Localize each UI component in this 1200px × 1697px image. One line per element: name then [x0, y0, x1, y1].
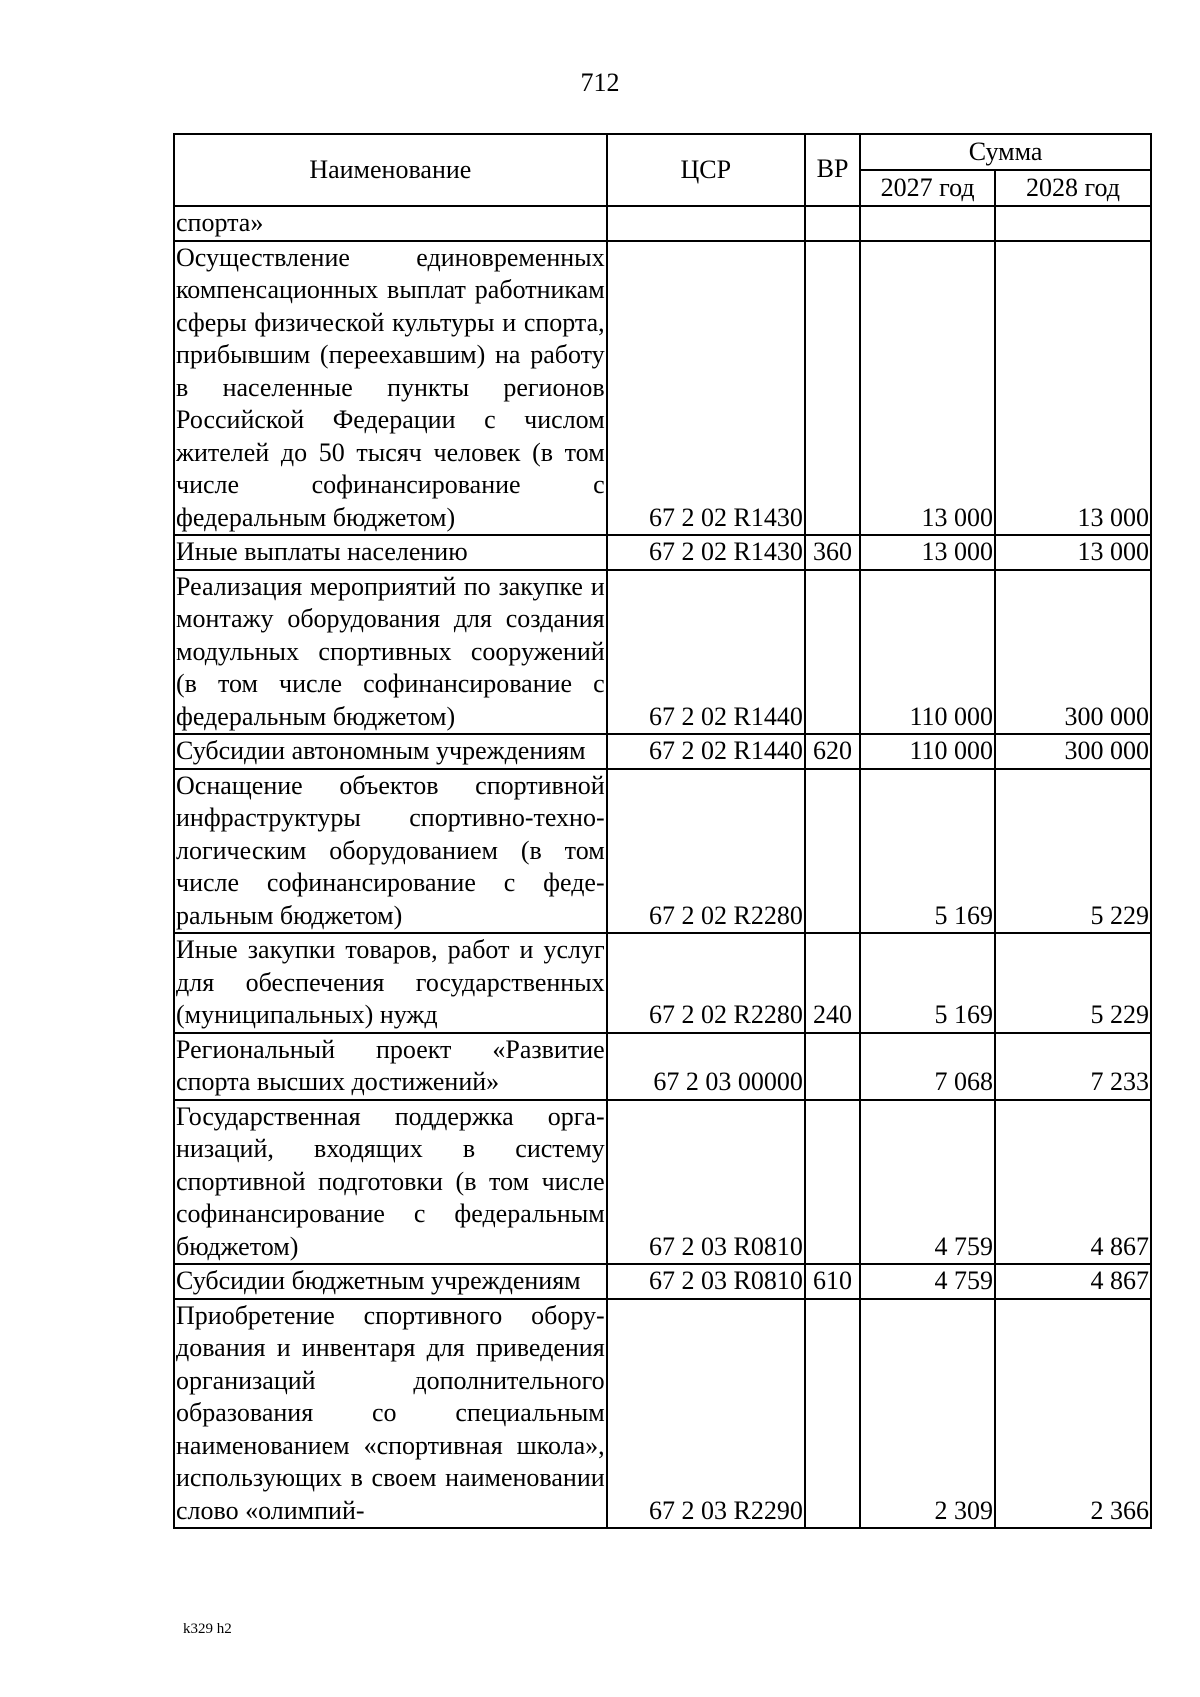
row-amount-2028: 5 229: [995, 933, 1151, 1033]
header-sum: Сумма: [860, 134, 1151, 170]
table-body: [174, 206, 1151, 1528]
row-csr-cell: 67 2 02 R1430: [607, 241, 805, 536]
table-row: [174, 1299, 1151, 1529]
row-name-cell: Оснащение объектов спортивной инфраструктуры спортивно-технологическим оборудованием (в том числе софинансирование с федеральным бюджетом): [174, 769, 607, 934]
row-name-cell: Региональный проект «Развитие спорта высших достижений»: [174, 1033, 607, 1100]
table-row: [174, 206, 1151, 241]
row-csr-cell: 67 2 02 R1430: [607, 535, 805, 570]
table-row: [174, 570, 1151, 735]
row-amount-2027: 7 068: [860, 1033, 995, 1100]
row-name-cell: Реализация мероприятий по закупке и монтажу оборудования для создания модульных спортивных сооружений (в том числе софинансирование с федеральным бюджетом): [174, 570, 607, 735]
footer-code: k329 h2: [183, 1621, 232, 1637]
row-amount-2027: [860, 206, 995, 241]
table-row: [174, 769, 1151, 934]
row-csr-cell: 67 2 02 R2280: [607, 769, 805, 934]
row-name-cell: Государственная поддержка организаций, входящих в систему спортивной подготовки (в том числе софинансирование с федеральным бюджетом): [174, 1100, 607, 1265]
row-vr-cell: 240: [805, 933, 860, 1033]
row-csr-cell: 67 2 03 R2290: [607, 1299, 805, 1529]
row-vr-cell: [805, 1100, 860, 1265]
table-row: [174, 933, 1151, 1033]
row-vr-cell: [805, 1299, 860, 1529]
row-csr-cell: 67 2 02 R2280: [607, 933, 805, 1033]
row-amount-2028: 300 000: [995, 734, 1151, 769]
row-amount-2027: 2 309: [860, 1299, 995, 1529]
row-csr-cell: [607, 206, 805, 241]
header-year-2027: 2027 год: [860, 170, 995, 206]
table-header: [174, 134, 1151, 206]
row-amount-2027: 5 169: [860, 769, 995, 934]
table-row: [174, 1033, 1151, 1100]
header-csr: ЦСР: [607, 134, 805, 206]
row-amount-2027: 13 000: [860, 241, 995, 536]
row-vr-cell: 620: [805, 734, 860, 769]
row-amount-2027: 4 759: [860, 1264, 995, 1299]
table-row: [174, 1264, 1151, 1299]
row-name-cell: Иные выплаты населению: [174, 535, 607, 570]
row-csr-cell: 67 2 03 R0810: [607, 1264, 805, 1299]
row-amount-2028: 4 867: [995, 1100, 1151, 1265]
row-amount-2028: 2 366: [995, 1299, 1151, 1529]
header-year-2028: 2028 год: [995, 170, 1151, 206]
header-vr: ВР: [805, 134, 860, 206]
row-amount-2028: 300 000: [995, 570, 1151, 735]
row-amount-2027: 110 000: [860, 570, 995, 735]
header-name: Наименование: [174, 134, 607, 206]
row-name-cell: Субсидии бюджетным учреждениям: [174, 1264, 607, 1299]
row-amount-2027: 4 759: [860, 1100, 995, 1265]
row-csr-cell: 67 2 03 R0810: [607, 1100, 805, 1265]
row-amount-2028: [995, 206, 1151, 241]
row-amount-2028: 13 000: [995, 535, 1151, 570]
row-name-cell: Приобретение спортивного оборудования и инвентаря для приведения организаций дополнительного образования со специальным наименованием «спортивная школа», использующих в своем наименовании слово «олимпий-: [174, 1299, 607, 1529]
row-vr-cell: 360: [805, 535, 860, 570]
budget-table: [173, 133, 1152, 1529]
row-amount-2028: 7 233: [995, 1033, 1151, 1100]
row-amount-2027: 13 000: [860, 535, 995, 570]
row-amount-2028: 13 000: [995, 241, 1151, 536]
row-amount-2027: 110 000: [860, 734, 995, 769]
row-name-cell: Иные закупки товаров, работ и услуг для обеспечения государственных (муниципальных) нужд: [174, 933, 607, 1033]
row-csr-cell: 67 2 02 R1440: [607, 570, 805, 735]
row-vr-cell: [805, 570, 860, 735]
row-amount-2028: 5 229: [995, 769, 1151, 934]
row-vr-cell: [805, 206, 860, 241]
row-csr-cell: 67 2 02 R1440: [607, 734, 805, 769]
row-name-cell: Осуществление единовременных компенсационных выплат работникам сферы физической культуры и спорта, прибывшим (переехавшим) на работу в населенные пункты регионов Российской Федерации с числом жителей до 50 тысяч человек (в том числе софинансирование с федеральным бюджетом): [174, 241, 607, 536]
row-csr-cell: 67 2 03 00000: [607, 1033, 805, 1100]
row-vr-cell: [805, 241, 860, 536]
row-vr-cell: [805, 1033, 860, 1100]
row-vr-cell: 610: [805, 1264, 860, 1299]
table-row: [174, 1100, 1151, 1265]
table-row: [174, 734, 1151, 769]
page-number: 712: [580, 68, 620, 97]
row-amount-2027: 5 169: [860, 933, 995, 1033]
row-amount-2028: 4 867: [995, 1264, 1151, 1299]
row-name-cell: Субсидии автономным учреждениям: [174, 734, 607, 769]
row-name-cell: спорта»: [174, 206, 607, 241]
table-row: [174, 535, 1151, 570]
row-vr-cell: [805, 769, 860, 934]
table-row: [174, 241, 1151, 536]
